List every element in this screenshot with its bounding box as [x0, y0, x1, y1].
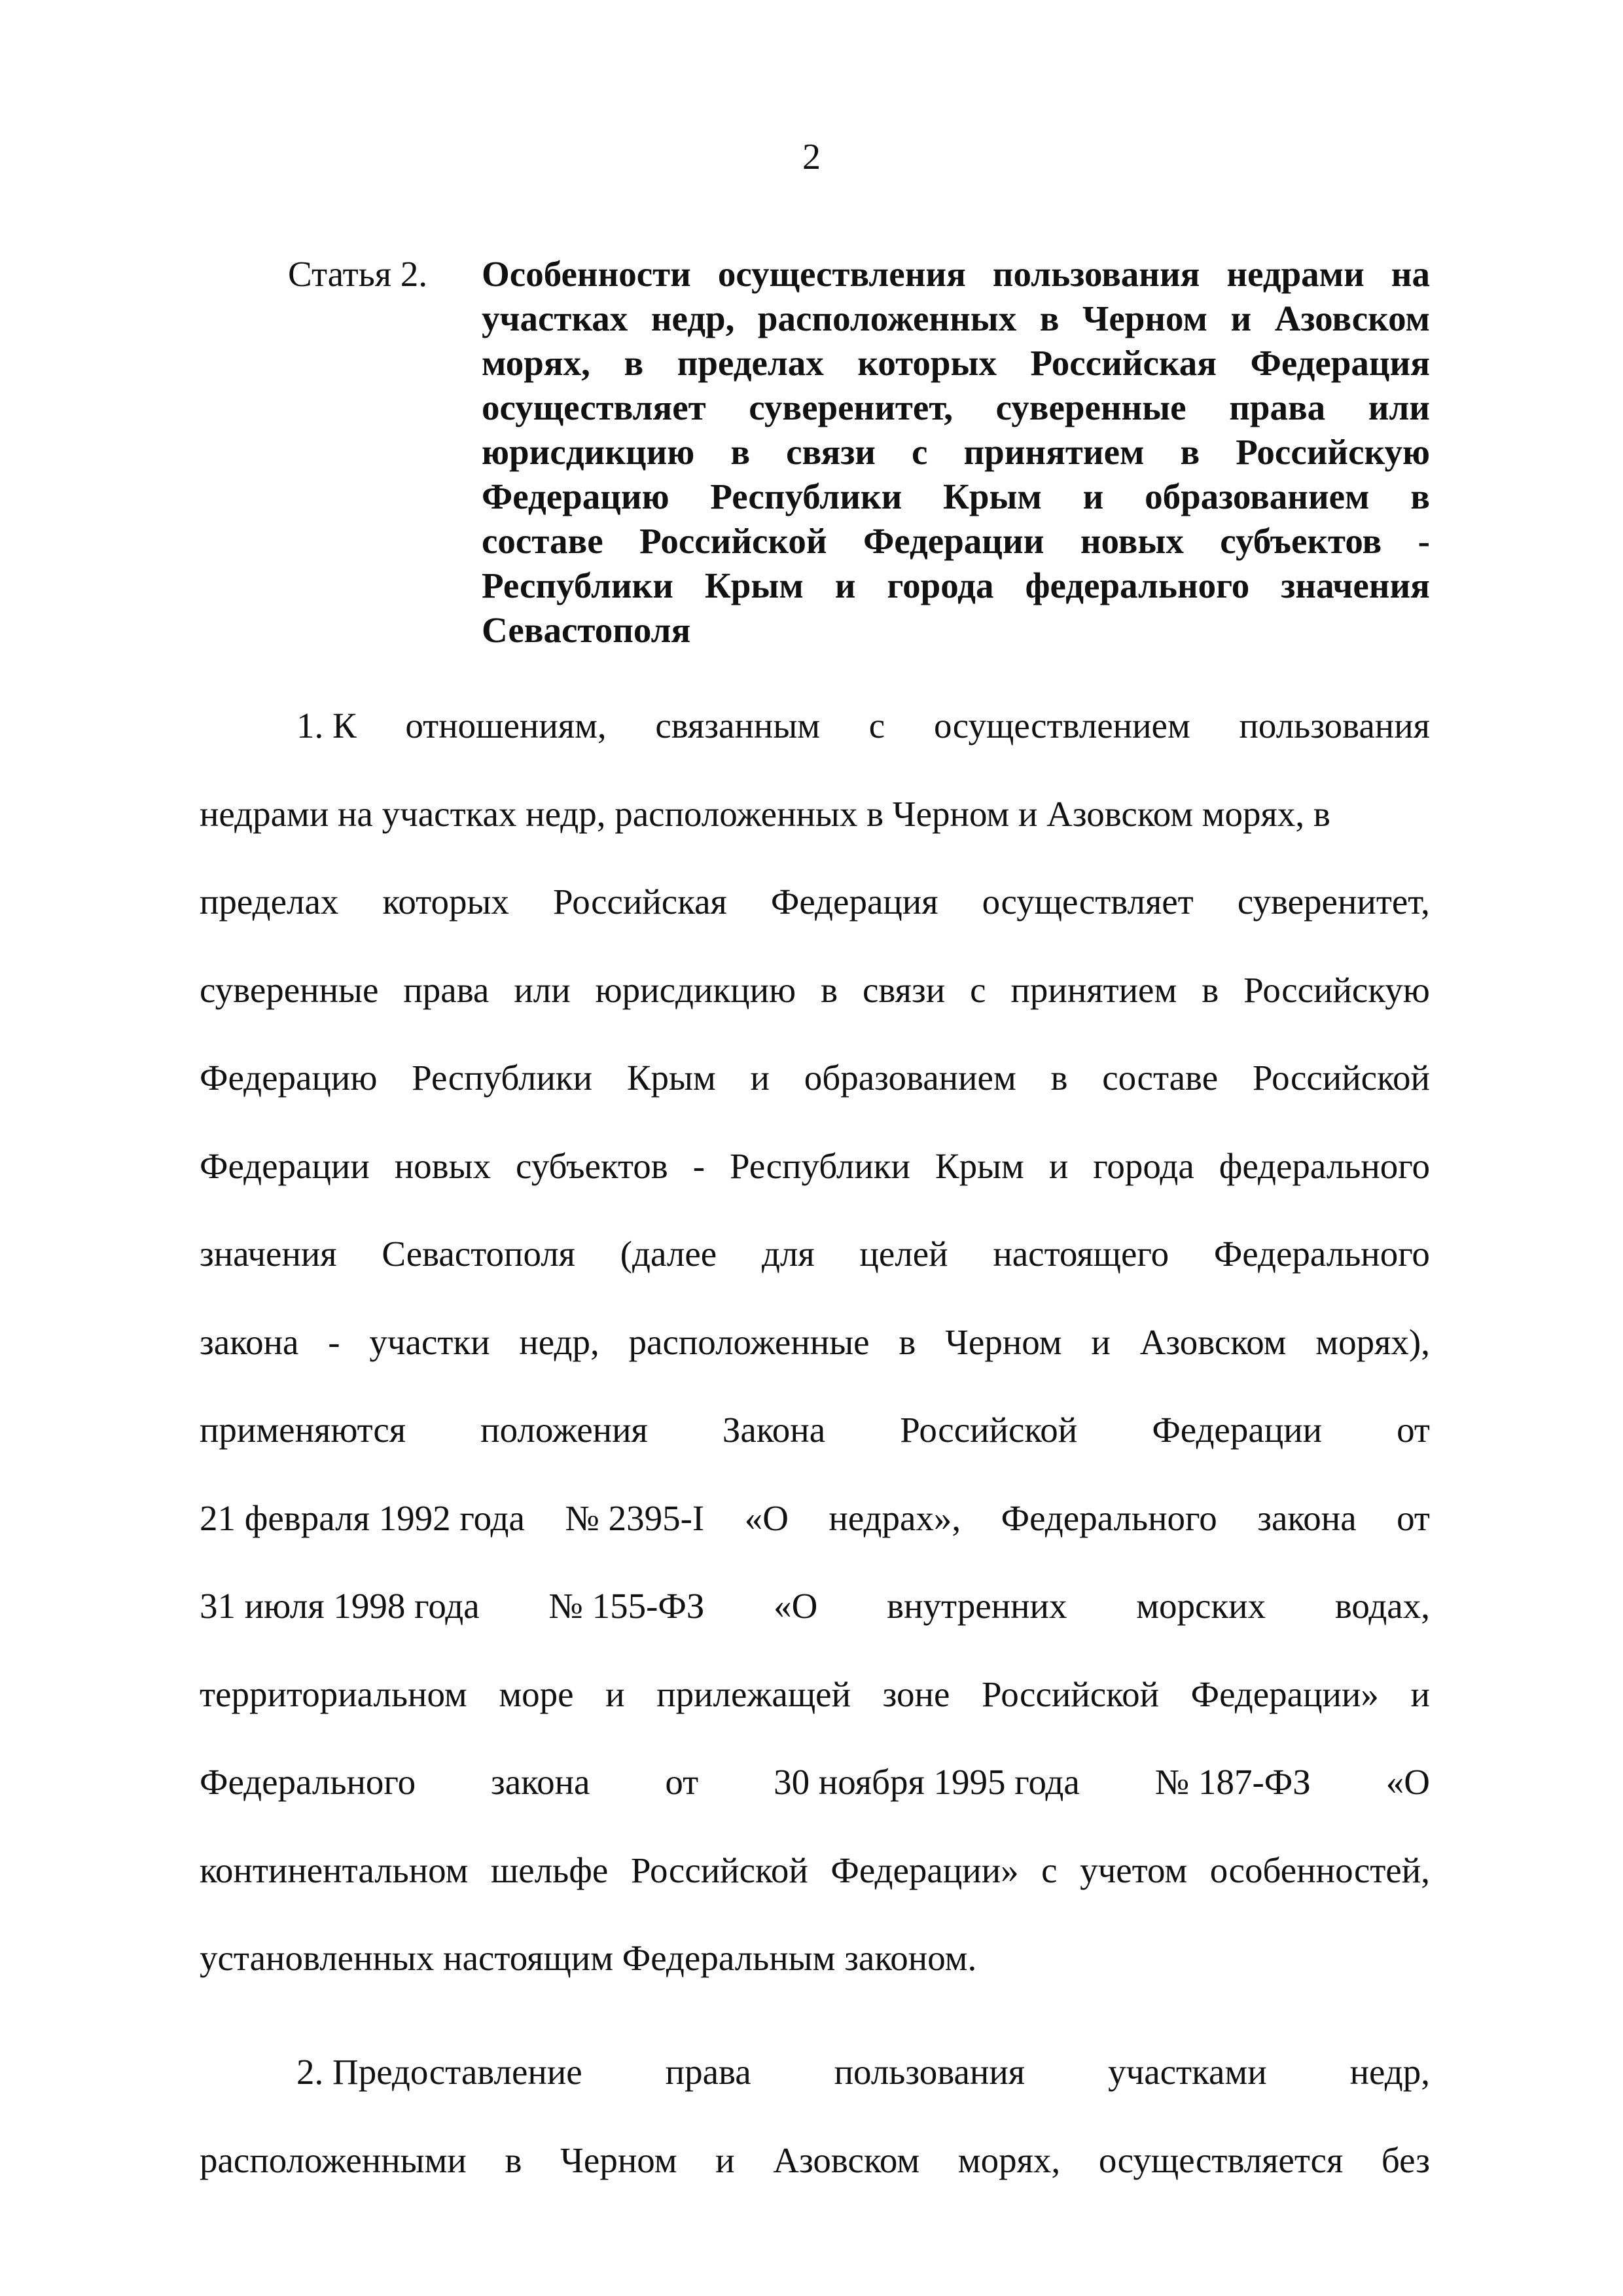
paragraph-line [200, 704, 1430, 792]
word: - [692, 1145, 705, 1186]
word: Федерального [1001, 1498, 1217, 1538]
word: образованием [804, 1058, 1016, 1098]
word: морях, [482, 343, 590, 383]
article-title-line [482, 252, 1430, 296]
word: связи [786, 432, 876, 472]
word: Азовском [773, 2140, 920, 2180]
word: особенностей, [1209, 1850, 1430, 1890]
word: Российской [639, 521, 827, 561]
word: Федерации [200, 1145, 370, 1186]
word: в [730, 432, 751, 472]
word: в [624, 343, 644, 383]
word: Российской [1252, 1058, 1430, 1098]
word: и [1410, 1674, 1430, 1714]
paragraph-line [200, 1232, 1430, 1320]
word: - [328, 1321, 340, 1362]
word: Крым [626, 1058, 716, 1098]
page-number: 2 [802, 137, 821, 177]
word: расположенными [200, 2140, 467, 2180]
paragraph-line [200, 2138, 1430, 2227]
word: № 187-ФЗ [1154, 1762, 1311, 1802]
word: новых [394, 1145, 491, 1186]
word: участками [1108, 2052, 1267, 2092]
word: недрах», [829, 1498, 961, 1538]
word: недр, [1349, 2052, 1430, 2092]
word: закона [200, 1321, 299, 1362]
word: в [1039, 298, 1060, 338]
word: настоящего [993, 1234, 1169, 1274]
word: Федерации» [830, 1850, 1019, 1890]
word: отношениям, [405, 706, 607, 745]
word: в [505, 2140, 522, 2180]
word: в [899, 1321, 916, 1362]
paragraph-line [200, 1408, 1430, 1496]
word: № 2395-I [565, 1498, 705, 1538]
word: прилежащей [656, 1674, 851, 1714]
word: 2. Предоставление [296, 2052, 582, 2092]
word: и [605, 1674, 625, 1714]
word: Российскую [1243, 969, 1430, 1010]
paragraph-line [200, 1584, 1430, 1672]
word: с [868, 706, 885, 745]
word: суверенитет, [749, 387, 953, 427]
word: положения [480, 1410, 648, 1450]
paragraph-2 [200, 2050, 1430, 2226]
word: от [1397, 1498, 1430, 1538]
word: Федерация [770, 882, 938, 922]
word: пределах [200, 882, 339, 922]
paragraph-line [200, 1496, 1430, 1585]
word: и [750, 1058, 770, 1098]
word: Крым [704, 565, 804, 605]
word: которых [382, 882, 509, 922]
paragraph-line [200, 1760, 1430, 1848]
word: водах, [1334, 1586, 1430, 1626]
word: с [1041, 1850, 1058, 1890]
word: расположенных [757, 298, 1017, 338]
word: или [1368, 387, 1430, 427]
word: участках [482, 298, 628, 338]
word: Федерального [200, 1762, 416, 1802]
word: и [1048, 1145, 1069, 1186]
word: Российской [900, 1410, 1078, 1450]
word: права [403, 969, 490, 1010]
word: осуществляет [482, 387, 706, 427]
word: «О [1385, 1762, 1430, 1802]
paragraph-line [200, 1056, 1430, 1144]
article-title-line [482, 296, 1430, 341]
word: Федерации [1152, 1410, 1323, 1450]
word: - [1418, 521, 1430, 561]
word: Федерация [1250, 343, 1430, 383]
word: морях, [957, 2140, 1061, 2180]
paragraph-1 [200, 704, 1430, 2024]
word: осуществления [717, 254, 966, 294]
word: Республики [730, 1145, 910, 1186]
word: значения [200, 1234, 337, 1274]
word: 31 июля 1998 года [200, 1586, 480, 1626]
word: Федерации [863, 521, 1044, 561]
word: и [1230, 298, 1252, 338]
word: юрисдикцию [482, 432, 695, 472]
word: и [1091, 1321, 1111, 1362]
word: с [970, 969, 986, 1010]
word: установленных настоящим Федеральным законом. [200, 1938, 977, 1978]
word: в [1202, 969, 1219, 1010]
word: и [834, 565, 856, 605]
word: субъектов [1220, 521, 1382, 561]
word: права [1229, 387, 1326, 427]
word: права [665, 2052, 751, 2092]
word: образованием [1145, 476, 1370, 516]
word: Азовском [1274, 298, 1430, 338]
word: Особенности [482, 254, 691, 294]
word: применяются [200, 1410, 406, 1450]
word: Севастополя [482, 610, 691, 650]
word: на [1391, 254, 1430, 294]
word: города [887, 565, 994, 605]
word: в [1180, 432, 1200, 472]
article-title-line [482, 475, 1430, 519]
paragraph-line [200, 1936, 1430, 2024]
paragraph-line [200, 1144, 1430, 1232]
word: Республики [710, 476, 902, 516]
word: связи [863, 969, 946, 1010]
word: которых [857, 343, 997, 383]
word: континентальном [200, 1850, 469, 1890]
word: пользования [1239, 706, 1430, 745]
word: в [1410, 476, 1430, 516]
word: и [1082, 476, 1104, 516]
word: Крым [943, 476, 1042, 516]
word: Российской [981, 1674, 1160, 1714]
paragraph-line [200, 1672, 1430, 1761]
word: города [1093, 1145, 1194, 1186]
word: для [761, 1234, 815, 1274]
word: связанным [655, 706, 821, 745]
word: составе [1102, 1058, 1219, 1098]
word: Российской [630, 1850, 808, 1890]
word: Черном [1082, 298, 1207, 338]
paragraph-line [200, 968, 1430, 1056]
word: 30 ноября 1995 года [774, 1762, 1080, 1802]
word: федерального [1025, 565, 1250, 605]
word: Республики [482, 565, 673, 605]
word: недрами [1226, 254, 1364, 294]
word: Севастополя [382, 1234, 575, 1274]
word: Черном [945, 1321, 1062, 1362]
word: Федерального [1213, 1234, 1430, 1274]
word: Российскую [1236, 432, 1430, 472]
word: юрисдикцию [595, 969, 796, 1010]
word: морских [1136, 1586, 1266, 1626]
word: пределах [677, 343, 824, 383]
word: шельфе [490, 1850, 609, 1890]
word: принятием [1010, 969, 1177, 1010]
word: целей [859, 1234, 948, 1274]
paragraph-line [200, 2050, 1430, 2138]
word: составе [482, 521, 603, 561]
word: и [715, 2140, 735, 2180]
word: Российская [1030, 343, 1217, 383]
word: осуществляет [982, 882, 1194, 922]
word: пользования [834, 2052, 1026, 2092]
word: федерального [1219, 1145, 1430, 1186]
word: осуществляется [1098, 2140, 1344, 2180]
word: принятием [963, 432, 1145, 472]
word: внутренних [887, 1586, 1067, 1626]
word: суверенные [200, 969, 379, 1010]
word: участки [369, 1321, 490, 1362]
word: значения [1281, 565, 1430, 605]
word: Федерацию [482, 476, 669, 516]
word: Федерацию [200, 1058, 378, 1098]
word: «О [774, 1586, 818, 1626]
word: «О [744, 1498, 789, 1538]
word: море [499, 1674, 574, 1714]
word: территориальном [200, 1674, 467, 1714]
word: Черном [560, 2140, 677, 2180]
word: недр, [519, 1321, 599, 1362]
word: в [821, 969, 838, 1010]
word: учетом [1080, 1850, 1188, 1890]
article-title-line [482, 341, 1430, 386]
word: закона [1257, 1498, 1357, 1538]
word: недр, [651, 298, 735, 338]
word: Республики [412, 1058, 593, 1098]
word: от [665, 1762, 699, 1802]
word: (далее [620, 1234, 717, 1274]
article-title-line [482, 608, 1430, 653]
word: в [1050, 1058, 1068, 1098]
article-title [482, 252, 1430, 653]
article-title-line [482, 430, 1430, 475]
word: Федерации» [1190, 1674, 1379, 1714]
word: Крым [935, 1145, 1024, 1186]
paragraph-line [200, 880, 1430, 968]
word: закона [491, 1762, 590, 1802]
word: Закона [722, 1410, 826, 1450]
word: недрами на участках недр, расположенных в Черном и Азовском морях, в [200, 793, 1330, 834]
word: суверенные [995, 387, 1186, 427]
article-title-line [482, 564, 1430, 608]
paragraph-line [200, 1320, 1430, 1408]
paragraph-line [200, 792, 1430, 880]
word: расположенные [628, 1321, 870, 1362]
word: Азовском [1139, 1321, 1287, 1362]
word: суверенитет, [1237, 882, 1430, 922]
word: пользования [992, 254, 1200, 294]
word: или [514, 969, 571, 1010]
word: № 155-ФЗ [548, 1586, 705, 1626]
word: субъектов [516, 1145, 668, 1186]
article-title-line [482, 519, 1430, 564]
article-label: Статья 2. [288, 254, 428, 294]
word: с [912, 432, 928, 472]
word: осуществлением [933, 706, 1190, 745]
word: новых [1080, 521, 1184, 561]
word: зоне [882, 1674, 950, 1714]
word: 1. К [296, 706, 357, 745]
word: 21 февраля 1992 года [200, 1498, 525, 1538]
word: без [1381, 2140, 1430, 2180]
paragraph-line [200, 1848, 1430, 1937]
word: от [1397, 1410, 1430, 1450]
word: Российская [553, 882, 727, 922]
article-title-line [482, 386, 1430, 430]
word: морях), [1315, 1321, 1430, 1362]
